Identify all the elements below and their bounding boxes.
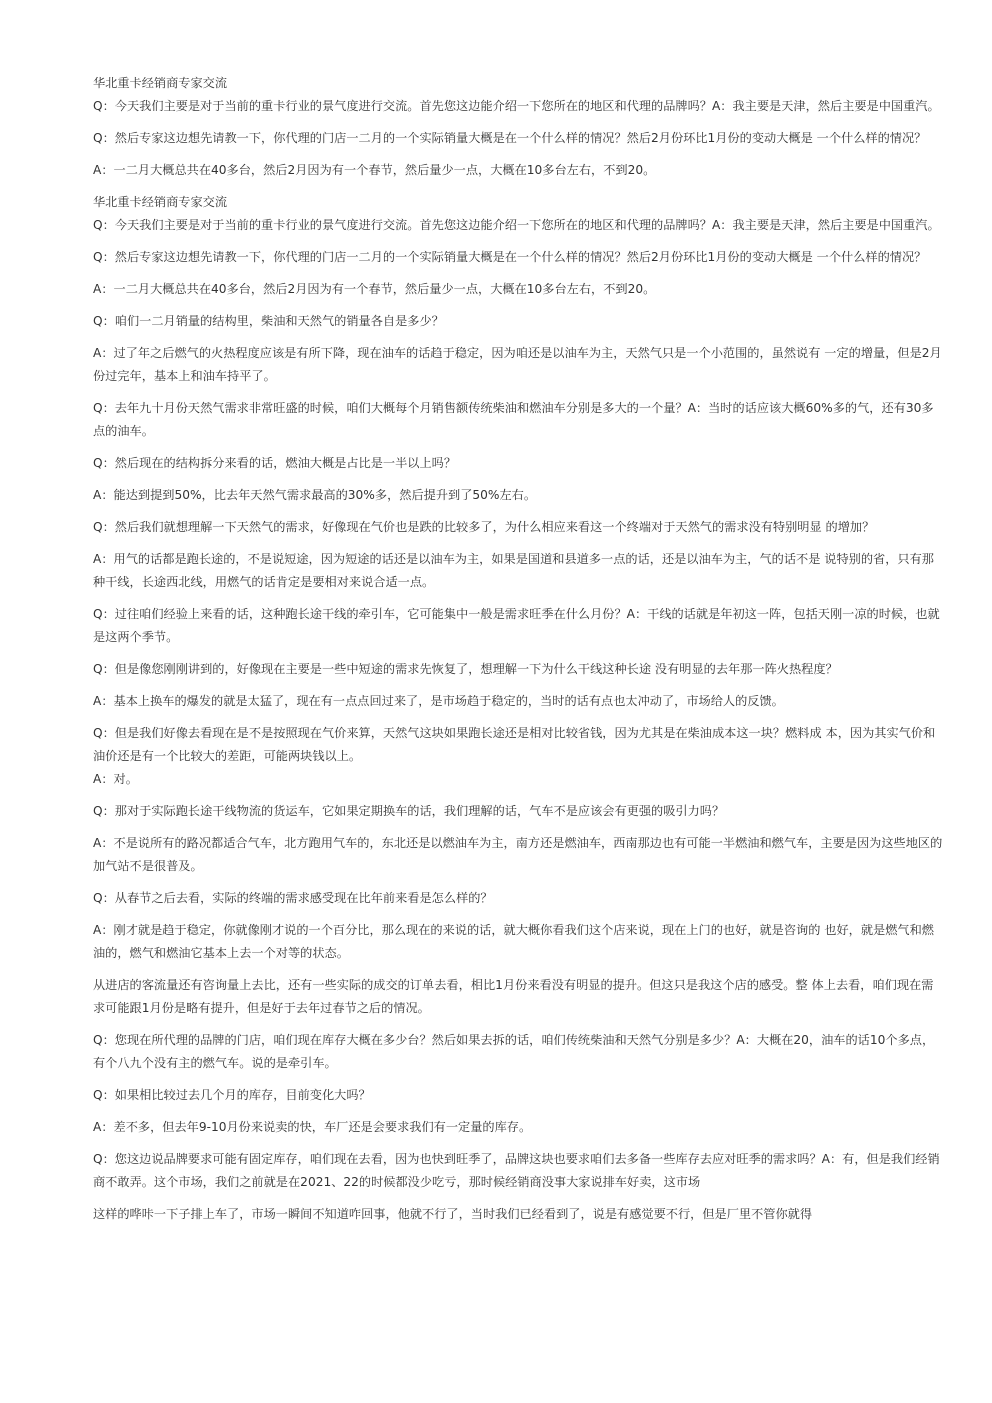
paragraph-21: Q：从春节之后去看，实际的终端的需求感受现在比年前来看是怎么样的？ [93, 891, 493, 905]
paragraph-2: Q：然后专家这边想先请教一下，你代理的门店一二月的一个实际销量大概是在一个什么样的情况？然后2月份环比1月份的变动大概是 一个什么样的情况？ [93, 131, 927, 145]
paragraph-17: Q：但是我们好像去看现在是不是按照现在气价来算，天然气这块如果跑长途还是相对比较省钱，因为尤其是在柴油成本这一块？燃料成 本，因为其实气价和油价还是有一个比较大的差距，可能两块钱以上。 [93, 726, 936, 763]
paragraph-19: Q：那对于实际跑长途干线物流的货运车，它如果定期换车的话，我们理解的话，气车不是应该会有更强的吸引力吗？ [93, 804, 725, 818]
paragraph-5: Q：然后专家这边想先请教一下，你代理的门店一二月的一个实际销量大概是在一个什么样的情况？然后2月份环比1月份的变动大概是 一个什么样的情况？ [93, 250, 927, 264]
paragraph-14: Q：过往咱们经验上来看的话，这种跑长途干线的牵引车，它可能集中一般是需求旺季在什么月份？A：干线的话就是年初这一阵，包括天刚一凉的时候，也就是这两个季节。 [93, 607, 940, 644]
paragraph-7: Q：咱们一二月销量的结构里，柴油和天然气的销量各自是多少？ [93, 314, 444, 328]
paragraph-10: Q：然后现在的结构拆分来看的话，燃油大概是占比是一半以上吗？ [93, 456, 457, 470]
paragraph-28: 这样的哗咔一下子排上车了，市场一瞬间不知道咋回事，他就不行了，当时我们已经看到了，说是有感觉要不行，但是厂里不管你就得 [93, 1207, 813, 1221]
paragraph-15: Q：但是像您刚刚讲到的，好像现在主要是一些中短途的需求先恢复了，想理解一下为什么干线这种长途 没有明显的去年那一阵火热程度？ [93, 662, 838, 676]
paragraph-12: Q：然后我们就想理解一下天然气的需求，好像现在气价也是跌的比较多了，为什么相应来看这一个终端对于天然气的需求没有特别明显 的增加？ [93, 520, 875, 534]
paragraph-11: A：能达到提到50%，比去年天然气需求最高的30%多，然后提升到了50%左右。 [93, 488, 537, 502]
paragraph-13: A：用气的话都是跑长途的，不是说短途，因为短途的话还是以油车为主，如果是国道和县道多一点的话，还是以油车为主，气的话不是 说特别的省，只有那种干线，长途西北线，用燃气的话肯定是要相对来说合适一点。 [93, 552, 934, 589]
paragraph-6: A：一二月大概总共在40多台，然后2月因为有一个春节，然后量少一点，大概在10多台左右，不到20。 [93, 282, 656, 296]
paragraph-25: Q：如果相比较过去几个月的库存，目前变化大吗？ [93, 1088, 371, 1102]
paragraph-1: Q：今天我们主要是对于当前的重卡行业的景气度进行交流。首先您这边能介绍一下您所在的地区和代理的品牌吗？A：我主要是天津，然后主要是中国重汽。 [93, 99, 940, 113]
doc-title-repeat: 华北重卡经销商专家交流 [93, 195, 228, 209]
paragraph-27: Q：您这边说品牌要求可能有固定库存，咱们现在去看，因为也快到旺季了，品牌这块也要求咱们去多备一些库存去应对旺季的需求吗？A：有，但是我们经销商不敢弄。这个市场，我们之前就是在2021、22的时候都没少吃亏，那时候经销商没事大家说排车好卖，这市场 [93, 1152, 940, 1189]
paragraph-26: A：差不多，但去年9-10月份来说卖的快，车厂还是会要求我们有一定量的库存。 [93, 1120, 532, 1134]
paragraph-16: A：基本上换车的爆发的就是太猛了，现在有一点点回过来了，是市场趋于稳定的，当时的话有点也太冲动了，市场给人的反馈。 [93, 694, 784, 708]
paragraph-23: 从进店的客流量还有咨询量上去比，还有一些实际的成交的订单去看，相比1月份来看没有明显的提升。但这只是我这个店的感受。整 体上去看，咱们现在需求可能跟1月份是略有提升，但是好于去年过春节之后的情况。 [93, 978, 934, 1015]
paragraph-18: A：对。 [93, 772, 138, 786]
paragraph-8: A：过了年之后燃气的火热程度应该是有所下降，现在油车的话趋于稳定，因为咱还是以油车为主，天然气只是一个小范围的，虽然说有 一定的增量，但是2月份过完年，基本上和油车持平了。 [93, 346, 942, 383]
paragraph-9: Q：去年九十月份天然气需求非常旺盛的时候，咱们大概每个月销售额传统柴油和燃油车分别是多大的一个量？A：当时的话应该大概60%多的气，还有30多点的油车。 [93, 401, 934, 438]
document-body [93, 72, 945, 1235]
doc-title: 华北重卡经销商专家交流 [93, 76, 228, 90]
paragraph-4: Q：今天我们主要是对于当前的重卡行业的景气度进行交流。首先您这边能介绍一下您所在的地区和代理的品牌吗？A：我主要是天津，然后主要是中国重汽。 [93, 218, 940, 232]
paragraph-24: Q：您现在所代理的品牌的门店，咱们现在库存大概在多少台？然后如果去拆的话，咱们传统柴油和天然气分别是多少？A：大概在20，油车的话10个多点，有个八九个没有主的燃气车。说的是牵引车。 [93, 1033, 935, 1070]
paragraph-22: A：刚才就是趋于稳定，你就像刚才说的一个百分比，那么现在的来说的话，就大概你看我们这个店来说，现在上门的也好，就是咨询的 也好，就是燃气和燃油的，燃气和燃油它基本上去一个对等的状态。 [93, 923, 934, 960]
paragraph-20: A：不是说所有的路况都适合气车，北方跑用气车的，东北还是以燃油车为主，南方还是燃油车，西南那边也有可能一半燃油和燃气车，主要是因为这些地区的加气站不是很普及。 [93, 836, 943, 873]
paragraph-3: A：一二月大概总共在40多台，然后2月因为有一个春节，然后量少一点，大概在10多台左右，不到20。 [93, 163, 656, 177]
